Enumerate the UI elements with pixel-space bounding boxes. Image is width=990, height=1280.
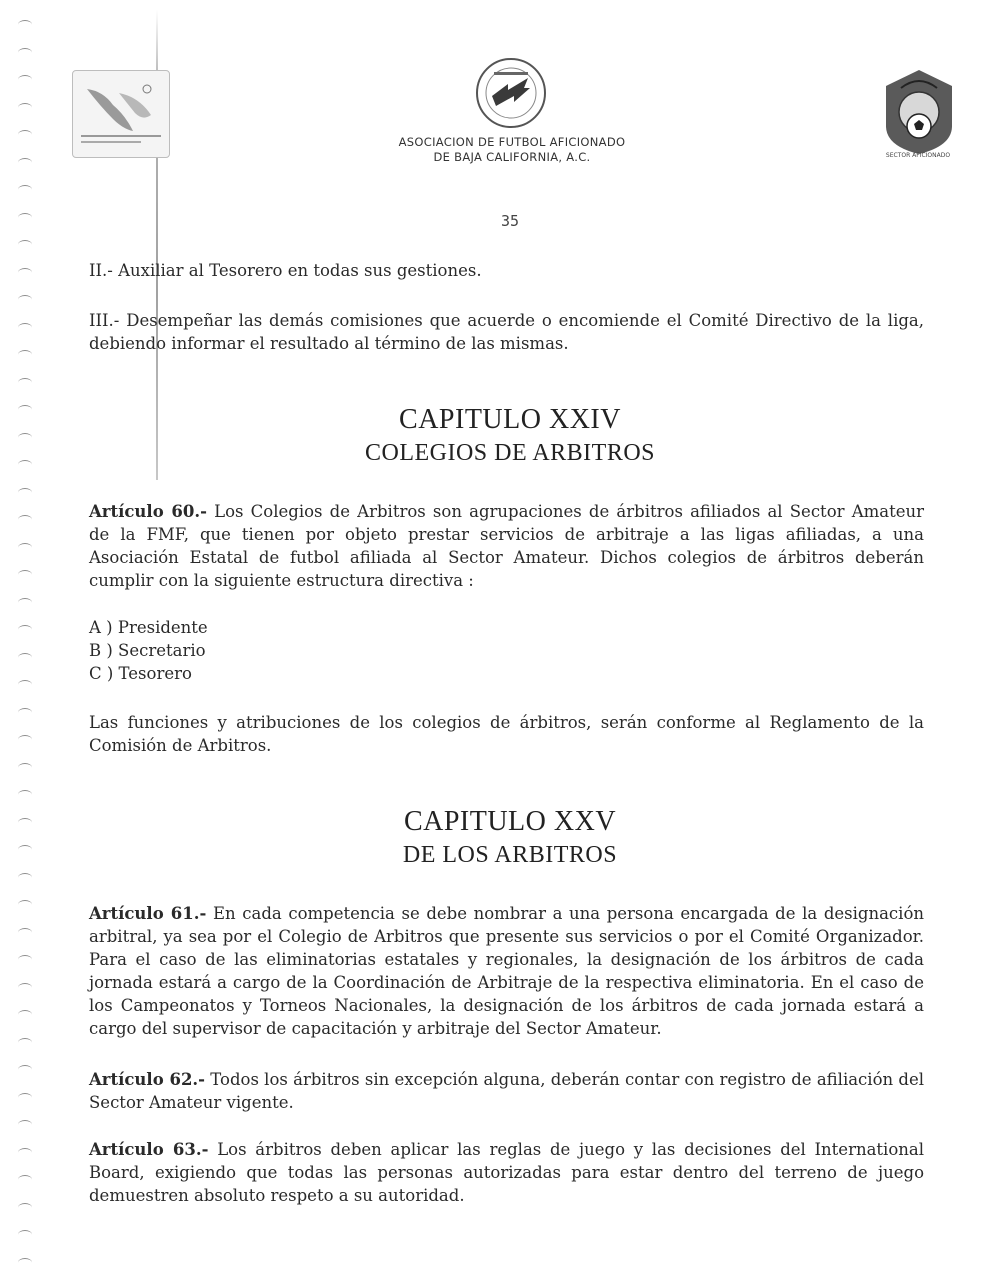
fmf-amateur-sector-logo (876, 66, 962, 162)
chapter-25-heading (260, 804, 760, 870)
article-61 (89, 902, 924, 1040)
organization-name (352, 135, 672, 165)
baja-california-map-logo (72, 70, 170, 158)
chapter-title: COLEGIOS DE ARBITROS (364, 440, 656, 466)
directive-structure-list (89, 616, 924, 685)
intro-item-text: Auxiliar al Tesorero en todas sus gestiones. (112, 261, 482, 280)
article-label: Artículo 62.- (89, 1070, 206, 1089)
closing-text: Las funciones y atribuciones de los colegios de árbitros, serán conforme al Reglamento de la Comisión de Arbitros. (89, 713, 924, 755)
chapter-number: CAPITULO XXV (403, 806, 617, 837)
article-60 (89, 500, 924, 592)
article-63 (89, 1138, 924, 1207)
intro-item-label: III.- (89, 311, 120, 330)
organization-name-line2: DE BAJA CALIFORNIA, A.C. (433, 150, 591, 164)
list-item-treasurer: C ) Tesorero (89, 664, 192, 683)
list-item-secretary: B ) Secretario (89, 641, 206, 660)
intro-item-ii (89, 259, 924, 282)
afutbol-association-logo (474, 56, 548, 130)
organization-name-line1: ASOCIACION DE FUTBOL AFICIONADO (398, 135, 626, 149)
article-60-closing (89, 711, 924, 757)
article-text: En cada competencia se debe nombrar a una persona encargada de la designación arbitral, ya sea por el Colegio de Arbitros que presente sus servicios o por el Comité Organizador. Para el caso de las eliminatorias estatales y regionales, la designación de los árbitros de cada jornada estará a cargo de la Coordinación de Arbitraje de la respectiva eliminatoria. En el caso de los Campeonatos y Torneos Nacionales, la designación de los árbitros de cada jornada estará a cargo del supervisor de capacitación y arbitraje del Sector Amateur. (89, 904, 925, 1038)
chapter-title: DE LOS ARBITROS (402, 842, 618, 868)
intro-item-iii (89, 309, 924, 355)
intro-item-text: Desempeñar las demás comisiones que acuerde o encomiende el Comité Directivo de la liga, debiendo informar el resultado al término de las mismas. (89, 311, 924, 353)
article-label: Artículo 61.- (89, 904, 207, 923)
intro-item-label: II.- (89, 261, 113, 280)
right-logo-caption: SECTOR AFICIONADO (885, 152, 951, 159)
article-label: Artículo 63.- (89, 1140, 209, 1159)
article-62 (89, 1068, 924, 1114)
article-label: Artículo 60.- (89, 502, 207, 521)
chapter-24-heading (260, 402, 760, 468)
chapter-number: CAPITULO XXIV (399, 404, 621, 435)
binder-hole-marks (14, 20, 40, 1270)
page-number: 35 (500, 212, 520, 230)
list-item-president: A ) Presidente (89, 618, 208, 637)
article-text: Todos los árbitros sin excepción alguna, deberán contar con registro de afiliación del Sector Amateur vigente. (89, 1070, 925, 1112)
article-text: Los árbitros deben aplicar las reglas de juego y las decisiones del International Board, exigiendo que todas las personas autorizadas para estar dentro del terreno de juego demuestren absoluto respeto a su autoridad. (89, 1140, 925, 1205)
article-text: Los Colegios de Arbitros son agrupaciones de árbitros afiliados al Sector Amateur de la FMF, que tienen por objeto prestar servicios de arbitraje a las ligas afiliadas, a una Asociación Estatal de futbol afiliada al Sector Amateur. Dichos colegios de árbitros deberán cumplir con la siguiente estructura directiva : (89, 502, 924, 590)
